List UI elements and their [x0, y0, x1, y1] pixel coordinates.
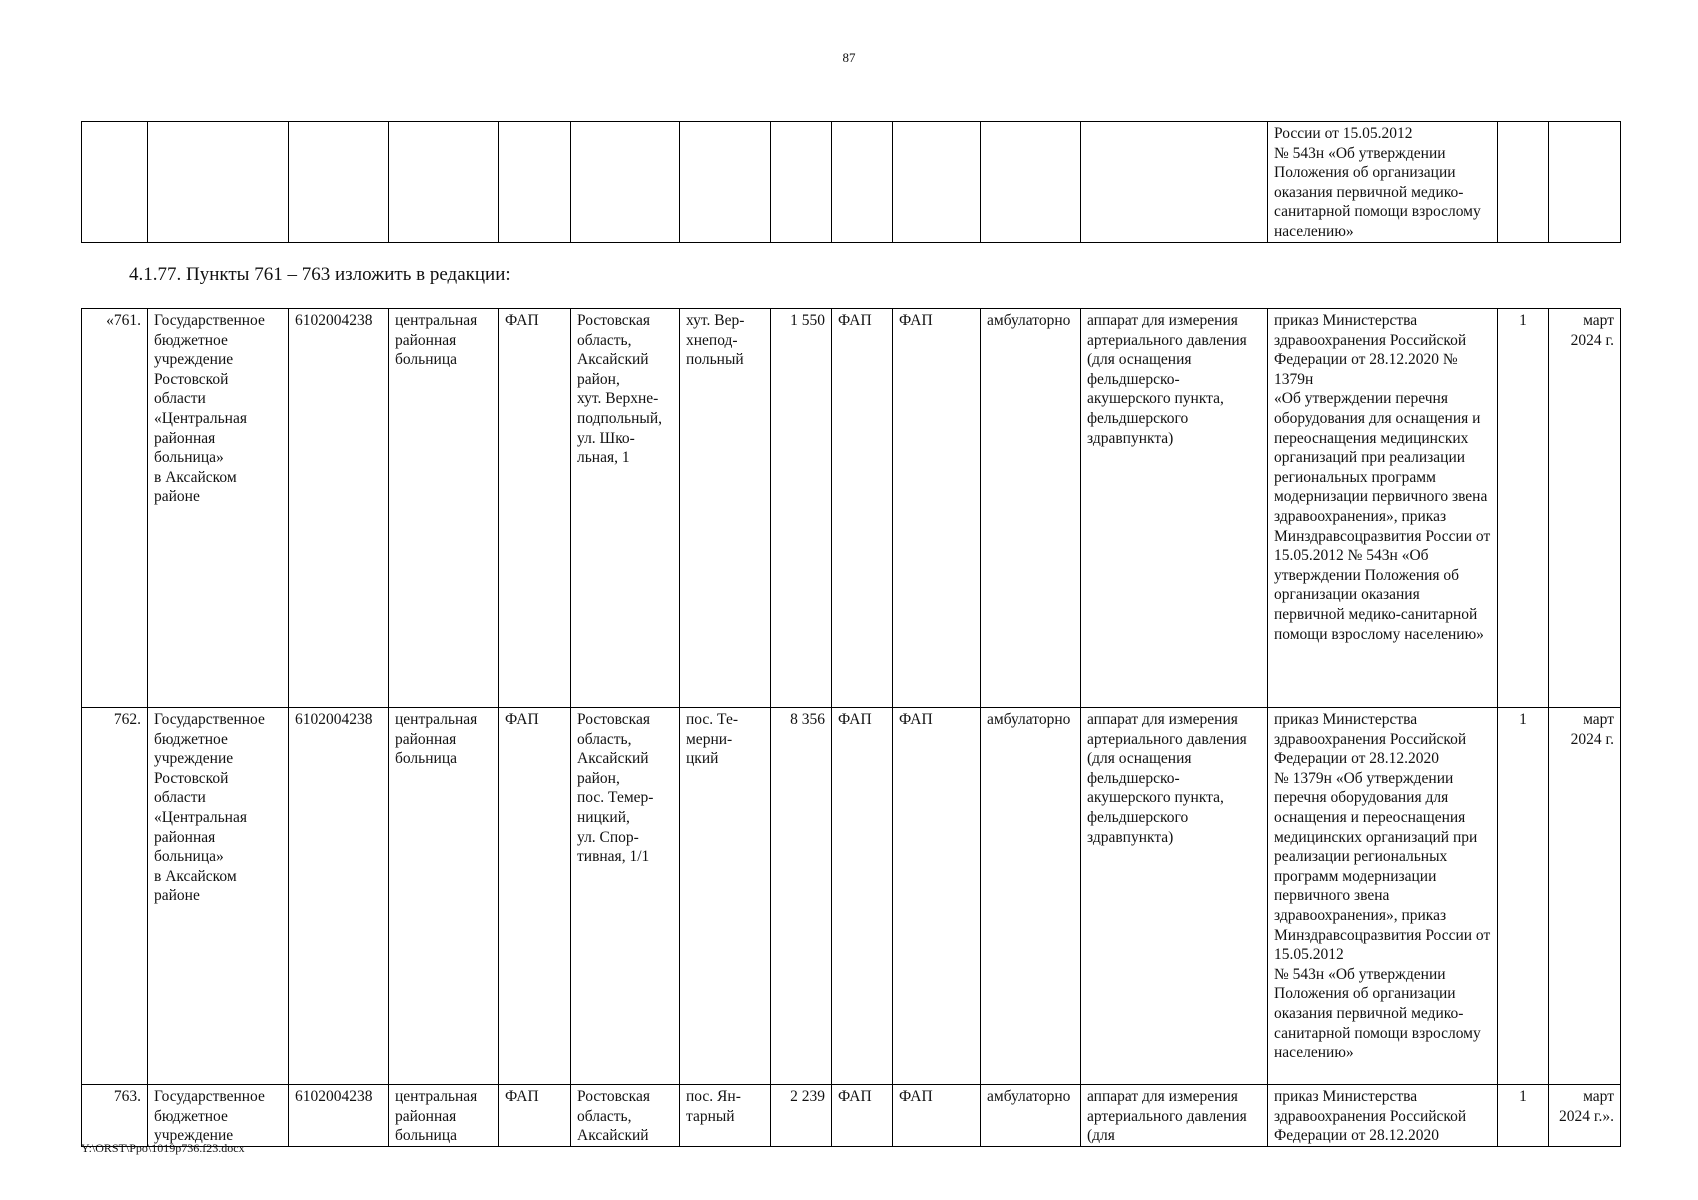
organization-name-cell: Государственное бюджетное учреждение Ростовской области «Центральная районная больница» в Аксайском районе: [148, 708, 289, 1085]
table-row: [82, 122, 1621, 243]
population-cell: 2 239: [771, 1085, 832, 1147]
quantity-cell: 1: [1498, 309, 1549, 708]
organization-type-cell: центральная районная больница: [389, 309, 499, 708]
deadline-date-cell: март 2024 г.».: [1549, 1085, 1621, 1147]
organization-name-cell: Государственное бюджетное учреждение Ростовской области «Центральная районная больница» в Аксайском районе: [148, 309, 289, 708]
unit-type-3-cell: ФАП: [893, 1085, 981, 1147]
unit-type-2-cell: ФАП: [832, 1085, 893, 1147]
unit-type-cell: ФАП: [499, 1085, 571, 1147]
table-row: [82, 309, 1621, 708]
legal-basis-cell: приказ Министерства здравоохранения Российской Федерации от 28.12.2020 № 1379н «Об утверждении перечня оборудования для оснащения и переоснащения медицинских организаций при реализации региональных программ модернизации первичного звена здравоохранения», приказ Минздравсоцразвития России от 15.05.2012 № 543н «Об утверждении Положения об организации оказания первичной медико-санитарной помощи взрослому населению»: [1268, 309, 1498, 708]
address-cell: Ростовская область, Аксайский район, пос. Темер-ницкий, ул. Спор-тивная, 1/1: [571, 708, 680, 1085]
organization-type-cell: центральная районная больница: [389, 1085, 499, 1147]
continuation-table: [81, 121, 1621, 243]
legal-basis-cell: приказ Министерства здравоохранения Российской Федерации от 28.12.2020 № 1379н «Об утверждении перечня оборудования для оснащения и переоснащения медицинских организаций при реализации региональных программ модернизации первичного звена здравоохранения», приказ Минздравсоцразвития России от 15.05.2012 № 543н «Об утверждении Положения об организации оказания первичной медико-санитарной помощи взрослому населению»: [1268, 708, 1498, 1085]
care-form-cell: амбулаторно: [981, 708, 1081, 1085]
unit-type-cell: ФАП: [499, 708, 571, 1085]
settlement-cell: пос. Те-мерни-цкий: [680, 708, 771, 1085]
quantity-cell: 1: [1498, 708, 1549, 1085]
amendment-table: [81, 308, 1621, 1147]
population-cell: 8 356: [771, 708, 832, 1085]
row-number-cell: «761.: [82, 309, 148, 708]
unit-type-3-cell: ФАП: [893, 309, 981, 708]
equipment-name-cell: аппарат для измерения артериального давления (для оснащения фельдшерско-акушерского пункта, фельдшерского здравпункта): [1081, 708, 1268, 1085]
doc-cell: России от 15.05.2012 № 543н «Об утверждении Положения об организации оказания первичной медико-санитарной помощи взрослому населению»: [1268, 122, 1498, 243]
care-form-cell: амбулаторно: [981, 309, 1081, 708]
population-cell: 1 550: [771, 309, 832, 708]
table-row: [82, 708, 1621, 1085]
unit-type-3-cell: ФАП: [893, 708, 981, 1085]
equipment-name-cell: аппарат для измерения артериального давления (для оснащения фельдшерско-акушерского пункта, фельдшерского здравпункта): [1081, 309, 1268, 708]
deadline-date-cell: март 2024 г.: [1549, 708, 1621, 1085]
equipment-name-cell: аппарат для измерения артериального давления (для: [1081, 1085, 1268, 1147]
table-row: [82, 1085, 1621, 1147]
inn-code-cell: 6102004238: [289, 1085, 389, 1147]
care-form-cell: амбулаторно: [981, 1085, 1081, 1147]
settlement-cell: хут. Вер-хнепод-польный: [680, 309, 771, 708]
organization-name-cell: Государственное бюджетное учреждение: [148, 1085, 289, 1147]
quantity-cell: 1: [1498, 1085, 1549, 1147]
unit-type-2-cell: ФАП: [832, 708, 893, 1085]
page-number: 87: [842, 50, 856, 65]
section-heading: 4.1.77. Пункты 761 – 763 изложить в редакции:: [129, 264, 511, 285]
address-cell: Ростовская область, Аксайский район, хут. Верхне-подпольный, ул. Шко-льная, 1: [571, 309, 680, 708]
deadline-date-cell: март 2024 г.: [1549, 309, 1621, 708]
settlement-cell: пос. Ян-тарный: [680, 1085, 771, 1147]
unit-type-cell: ФАП: [499, 309, 571, 708]
inn-code-cell: 6102004238: [289, 708, 389, 1085]
unit-type-2-cell: ФАП: [832, 309, 893, 708]
inn-code-cell: 6102004238: [289, 309, 389, 708]
legal-basis-cell: приказ Министерства здравоохранения Российской Федерации от 28.12.2020: [1268, 1085, 1498, 1147]
organization-type-cell: центральная районная больница: [389, 708, 499, 1085]
address-cell: Ростовская область, Аксайский: [571, 1085, 680, 1147]
row-number-cell: 762.: [82, 708, 148, 1085]
row-number-cell: 763.: [82, 1085, 148, 1147]
file-path-footer: Y:\ORST\Ppo\1019p736.f23.docx: [81, 1141, 245, 1155]
